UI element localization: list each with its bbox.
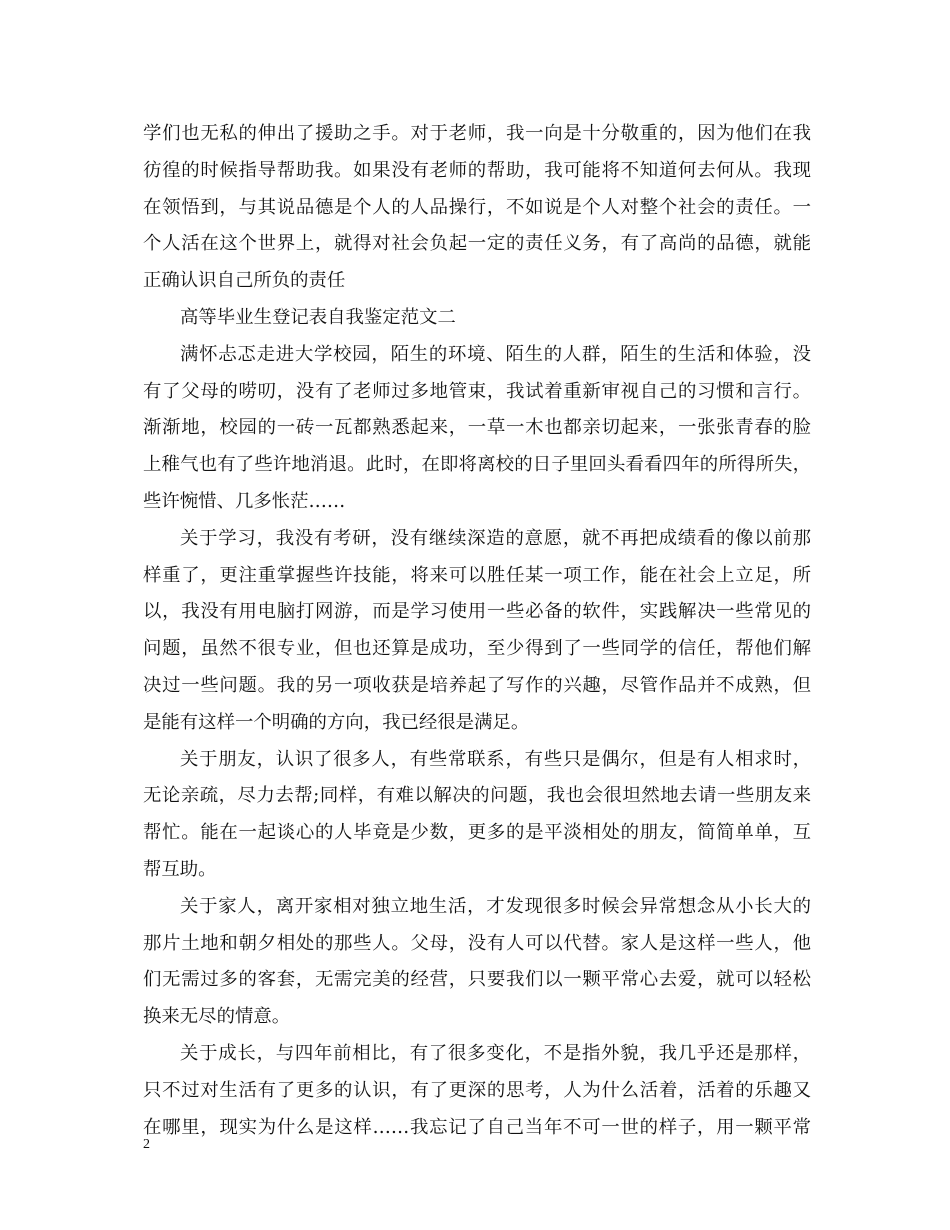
text-line: 满怀忐忑走进大学校园，陌生的环境、陌生的人群，陌生的生活和体验，没 [180, 343, 811, 365]
text-line: 关于朋友，认识了很多人，有些常联系，有些只是偶尔，但是有人相求时， [180, 748, 811, 770]
text-line: 关于家人，离开家相对独立地生活，才发现很多时候会异常想念从小长大的 [180, 895, 811, 917]
text-line: 帮忙。能在一起谈心的人毕竟是少数，更多的是平淡相处的朋友，简简单单，互 [143, 822, 811, 844]
text-line: 在领悟到，与其说品德是个人的人品操行，不如说是个人对整个社会的责任。一 [143, 196, 811, 218]
text-line: 们无需过多的客套，无需完美的经营，只要我们以一颗平常心去爱，就可以轻松 [143, 969, 811, 991]
text-line: 只不过对生活有了更多的认识，有了更深的思考，人为什么活着，活着的乐趣又 [143, 1079, 811, 1101]
text-line: 是能有这样一个明确的方向，我已经很是满足。 [143, 711, 530, 733]
text-line: 彷徨的时候指导帮助我。如果没有老师的帮助，我可能将不知道何去何从。我现 [143, 159, 811, 181]
text-line: 渐渐地，校园的一砖一瓦都熟悉起来，一草一木也都亲切起来，一张张青春的脸 [143, 417, 811, 439]
text-line: 问题，虽然不很专业，但也还算是成功，至少得到了一些同学的信任，帮他们解 [143, 638, 811, 660]
text-line: 在哪里，现实为什么是这样……我忘记了自己当年不可一世的样子，用一颗平常 [143, 1116, 811, 1138]
text-line: 上稚气也有了些许地消退。此时，在即将离校的日子里回头看看四年的所得所失， [143, 454, 811, 476]
text-line: 关于学习，我没有考研，没有继续深造的意愿，就不再把成绩看的像以前那 [180, 527, 811, 549]
text-line: 帮互助。 [143, 858, 217, 880]
text-line: 些许惋惜、几多怅茫…… [143, 490, 346, 512]
text-line: 学们也无私的伸出了援助之手。对于老师，我一向是十分敬重的，因为他们在我 [143, 123, 811, 144]
text-line: 以，我没有用电脑打网游，而是学习使用一些必备的软件，实践解决一些常见的 [143, 601, 811, 623]
text-line: 那片土地和朝夕相处的那些人。父母，没有人可以代替。家人是这样一些人，他 [143, 932, 811, 954]
text-line: 无论亲疏，尽力去帮;同样，有难以解决的问题，我也会很坦然地去请一些朋友来 [143, 785, 811, 807]
text-line: 决过一些问题。我的另一项收获是培养起了写作的兴趣，尽管作品并不成熟，但 [143, 674, 811, 696]
text-line: 换来无尽的情意。 [143, 1006, 291, 1028]
text-line: 高等毕业生登记表自我鉴定范文二 [180, 306, 456, 328]
text-line: 个人活在这个世界上，就得对社会负起一定的责任义务，有了高尚的品德，就能 [143, 233, 811, 255]
text-line: 有了父母的唠叨，没有了老师过多地管束，我试着重新审视自己的习惯和言行。 [143, 380, 811, 402]
text-line: 正确认识自己所负的责任 [143, 270, 346, 292]
page-number: 2 [143, 1137, 150, 1152]
document-body [143, 116, 811, 1146]
text-line: 关于成长，与四年前相比，有了很多变化，不是指外貌，我几乎还是那样， [180, 1042, 811, 1064]
text-line: 样重了，更注重掌握些许技能，将来可以胜任某一项工作，能在社会上立足，所 [143, 564, 811, 586]
